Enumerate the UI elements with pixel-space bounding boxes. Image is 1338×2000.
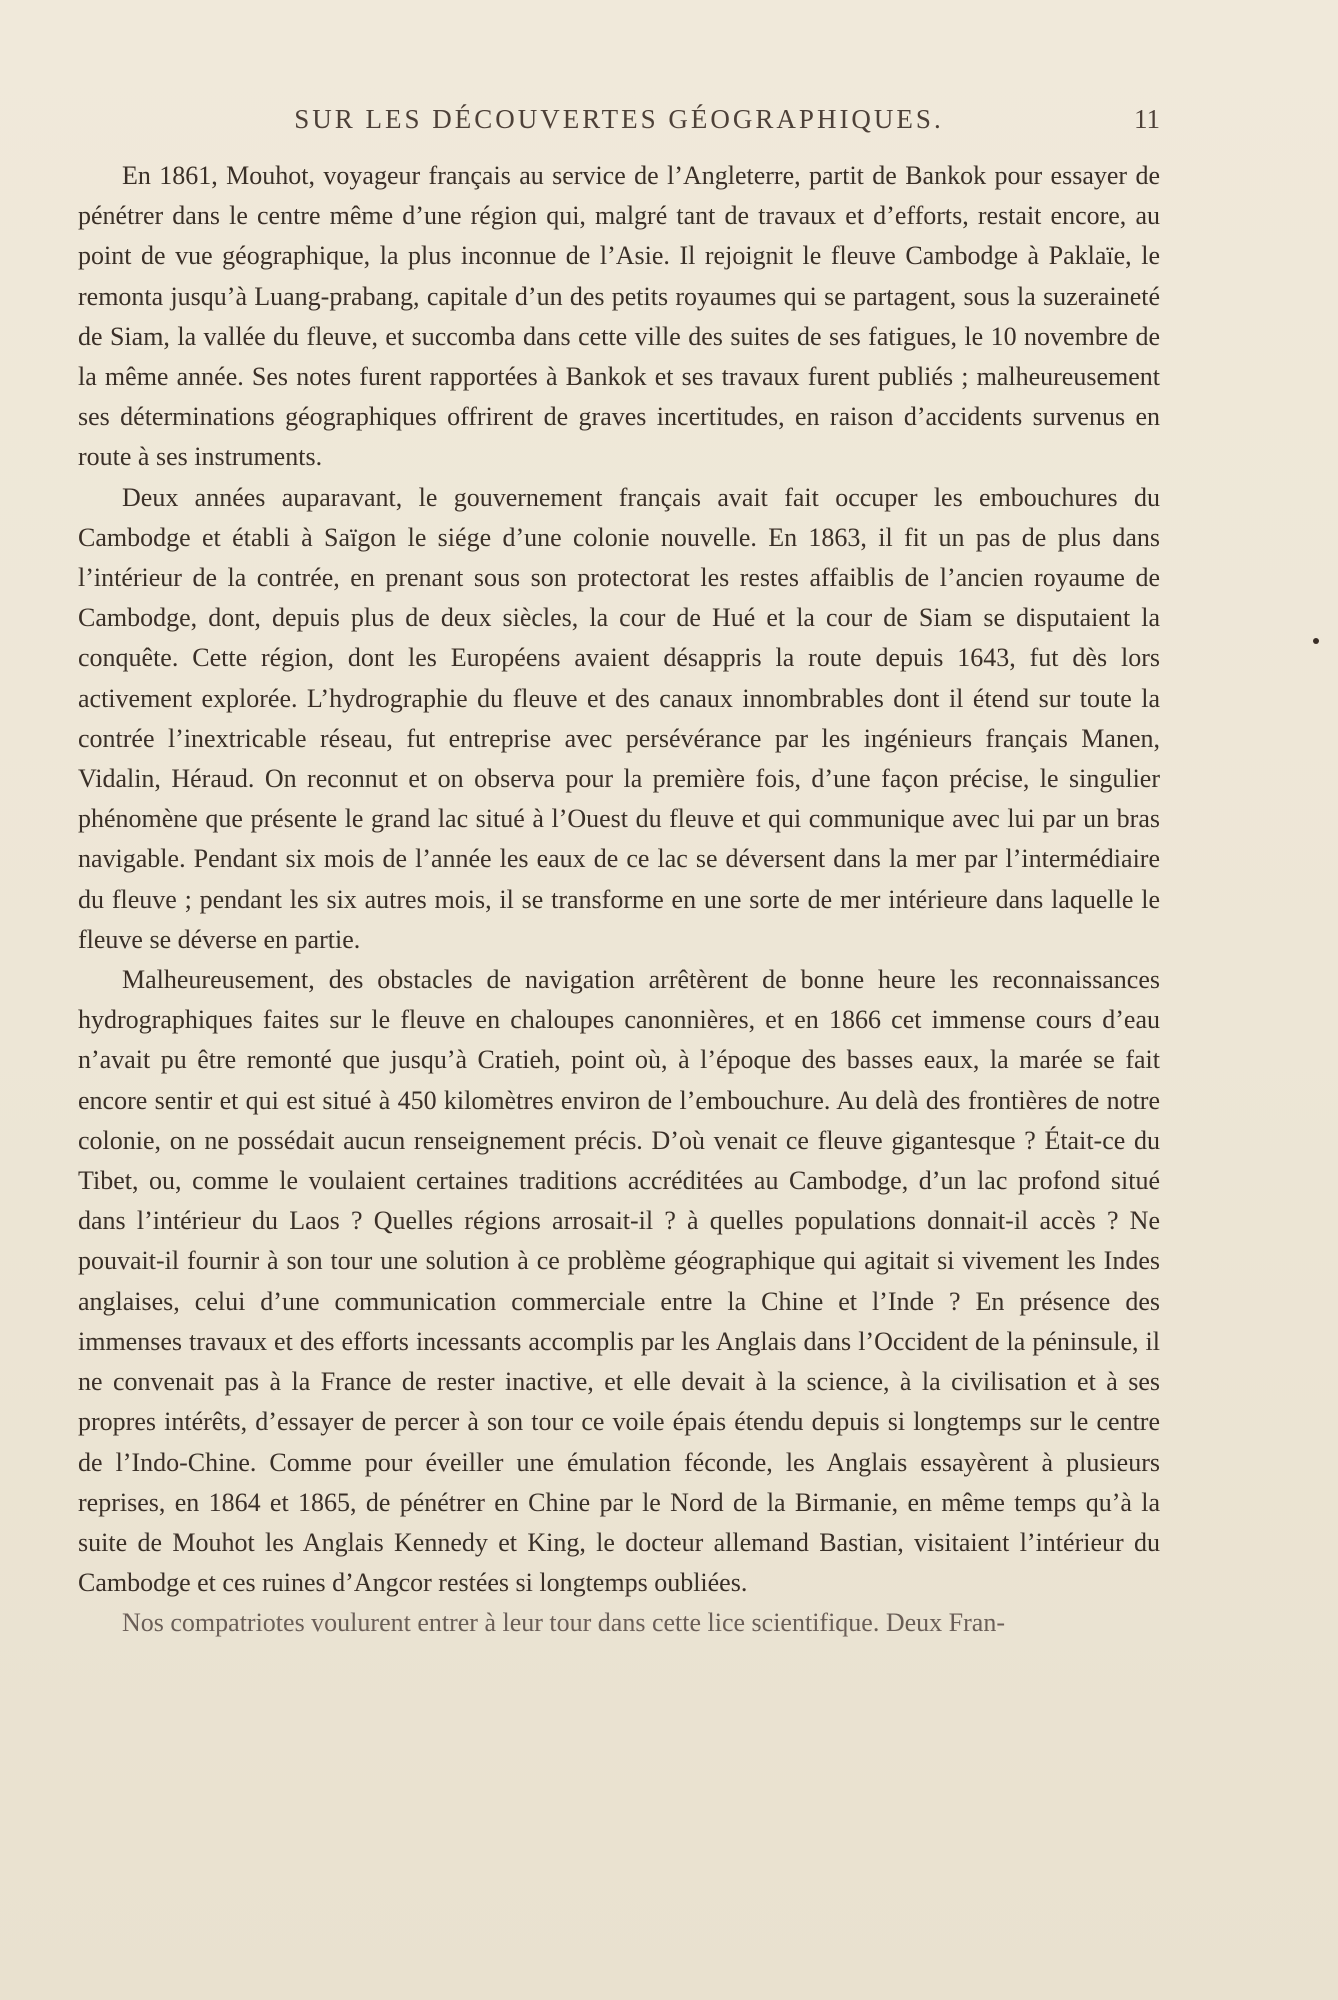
page-header <box>78 104 1160 144</box>
running-title: SUR LES DÉCOUVERTES GÉOGRAPHIQUES. <box>294 104 944 134</box>
paragraph-mouhot: En 1861, Mouhot, voyageur français au service de l’Angleterre, partit de Bankok pour essayer de pénétrer dans le centre même d’une région qui, malgré tant de travaux et d’efforts, restait encore, au point de vue géographique, la plus inconnue de l’Asie. Il rejoignit le fleuve Cambodge à Paklaïe, le remonta jusqu’à Luang-prabang, capitale d’un des petits royaumes qui se partagent, sous la suzeraineté de Siam, la vallée du fleuve, et succomba dans cette ville des suites de ses fatigues, le 10 novembre de la même année. Ses notes furent rapportées à Bankok et ses travaux furent publiés ; malheureusement ses déterminations géographiques offrirent de graves incertitudes, en raison d’accidents survenus en route à ses instruments. <box>78 161 1160 472</box>
body-text <box>78 156 1160 1644</box>
page-number: 11 <box>1134 104 1160 134</box>
ink-speck <box>1313 638 1319 644</box>
paragraph-cambodge-colonie: Deux années auparavant, le gouvernement français avait fait occuper les embouchures du Cambodge et établi à Saïgon le siége d’une colonie nouvelle. En 1863, il fit un pas de plus dans l’intérieur de la contrée, en prenant sous son protectorat les restes affaiblis de l’ancien royaume de Cambodge, dont, depuis plus de deux siècles, la cour de Hué et la cour de Siam se disputaient la conquête. Cette région, dont les Européens avaient désappris la route depuis 1643, fut dès lors activement explorée. L’hydrographie du fleuve et des canaux innombrables dont il étend sur toute la contrée l’inextricable réseau, fut entreprise avec persévérance par les ingénieurs français Manen, Vidalin, Héraud. On reconnut et on observa pour la première fois, d’une façon précise, le singulier phénomène que présente le grand lac situé à l’Ouest du fleuve et qui communique avec lui par un bras navigable. Pendant six mois de l’année les eaux de ce lac se déversent dans la mer par l’intermédiaire du fleuve ; pendant les six autres mois, il se transforme en une sorte de mer intérieure dans laquelle le fleuve se déverse en partie. <box>78 482 1160 954</box>
paragraph-obstacles-navigation: Malheureusement, des obstacles de navigation arrêtèrent de bonne heure les reconnaissances hydrographiques faites sur le fleuve en chaloupes canonnières, et en 1866 cet immense cours d’eau n’avait pu être remonté que jusqu’à Cratieh, point où, à l’époque des basses eaux, la marée se fait encore sentir et qui est situé à 450 kilomètres environ de l’embouchure. Au delà des frontières de notre colonie, on ne possédait aucun renseignement précis. D’où venait ce fleuve gigantesque ? Était-ce du Tibet, ou, comme le voulaient certaines traditions accréditées au Cambodge, d’un lac profond situé dans l’intérieur du Laos ? Quelles régions arrosait-il ? à quelles populations donnait-il accès ? Ne pouvait-il fournir à son tour une solution à ce problème géographique qui agitait si vivement les Indes anglaises, celui d’une communication commerciale entre la Chine et l’Inde ? En présence des immenses travaux et des efforts incessants accomplis par les Anglais dans l’Occident de la péninsule, il ne convenait pas à la France de rester inactive, et elle devait à la science, à la civilisation et à ses propres intérêts, d’essayer de percer à son tour ce voile épais étendu depuis si longtemps sur le centre de l’Indo-Chine. Comme pour éveiller une émulation féconde, les Anglais essayèrent à plusieurs reprises, en 1864 et 1865, de pénétrer en Chine par le Nord de la Birmanie, en même temps qu’à la suite de Mouhot les Anglais Kennedy et King, le docteur allemand Bastian, visitaient l’intérieur du Cambodge et ces ruines d’Angcor restées si longtemps oubliées. <box>78 965 1160 1598</box>
paragraph-nos-compatriotes: Nos compatriotes voulurent entrer à leur tour dans cette lice scientifique. Deux Fran- <box>122 1608 1005 1638</box>
